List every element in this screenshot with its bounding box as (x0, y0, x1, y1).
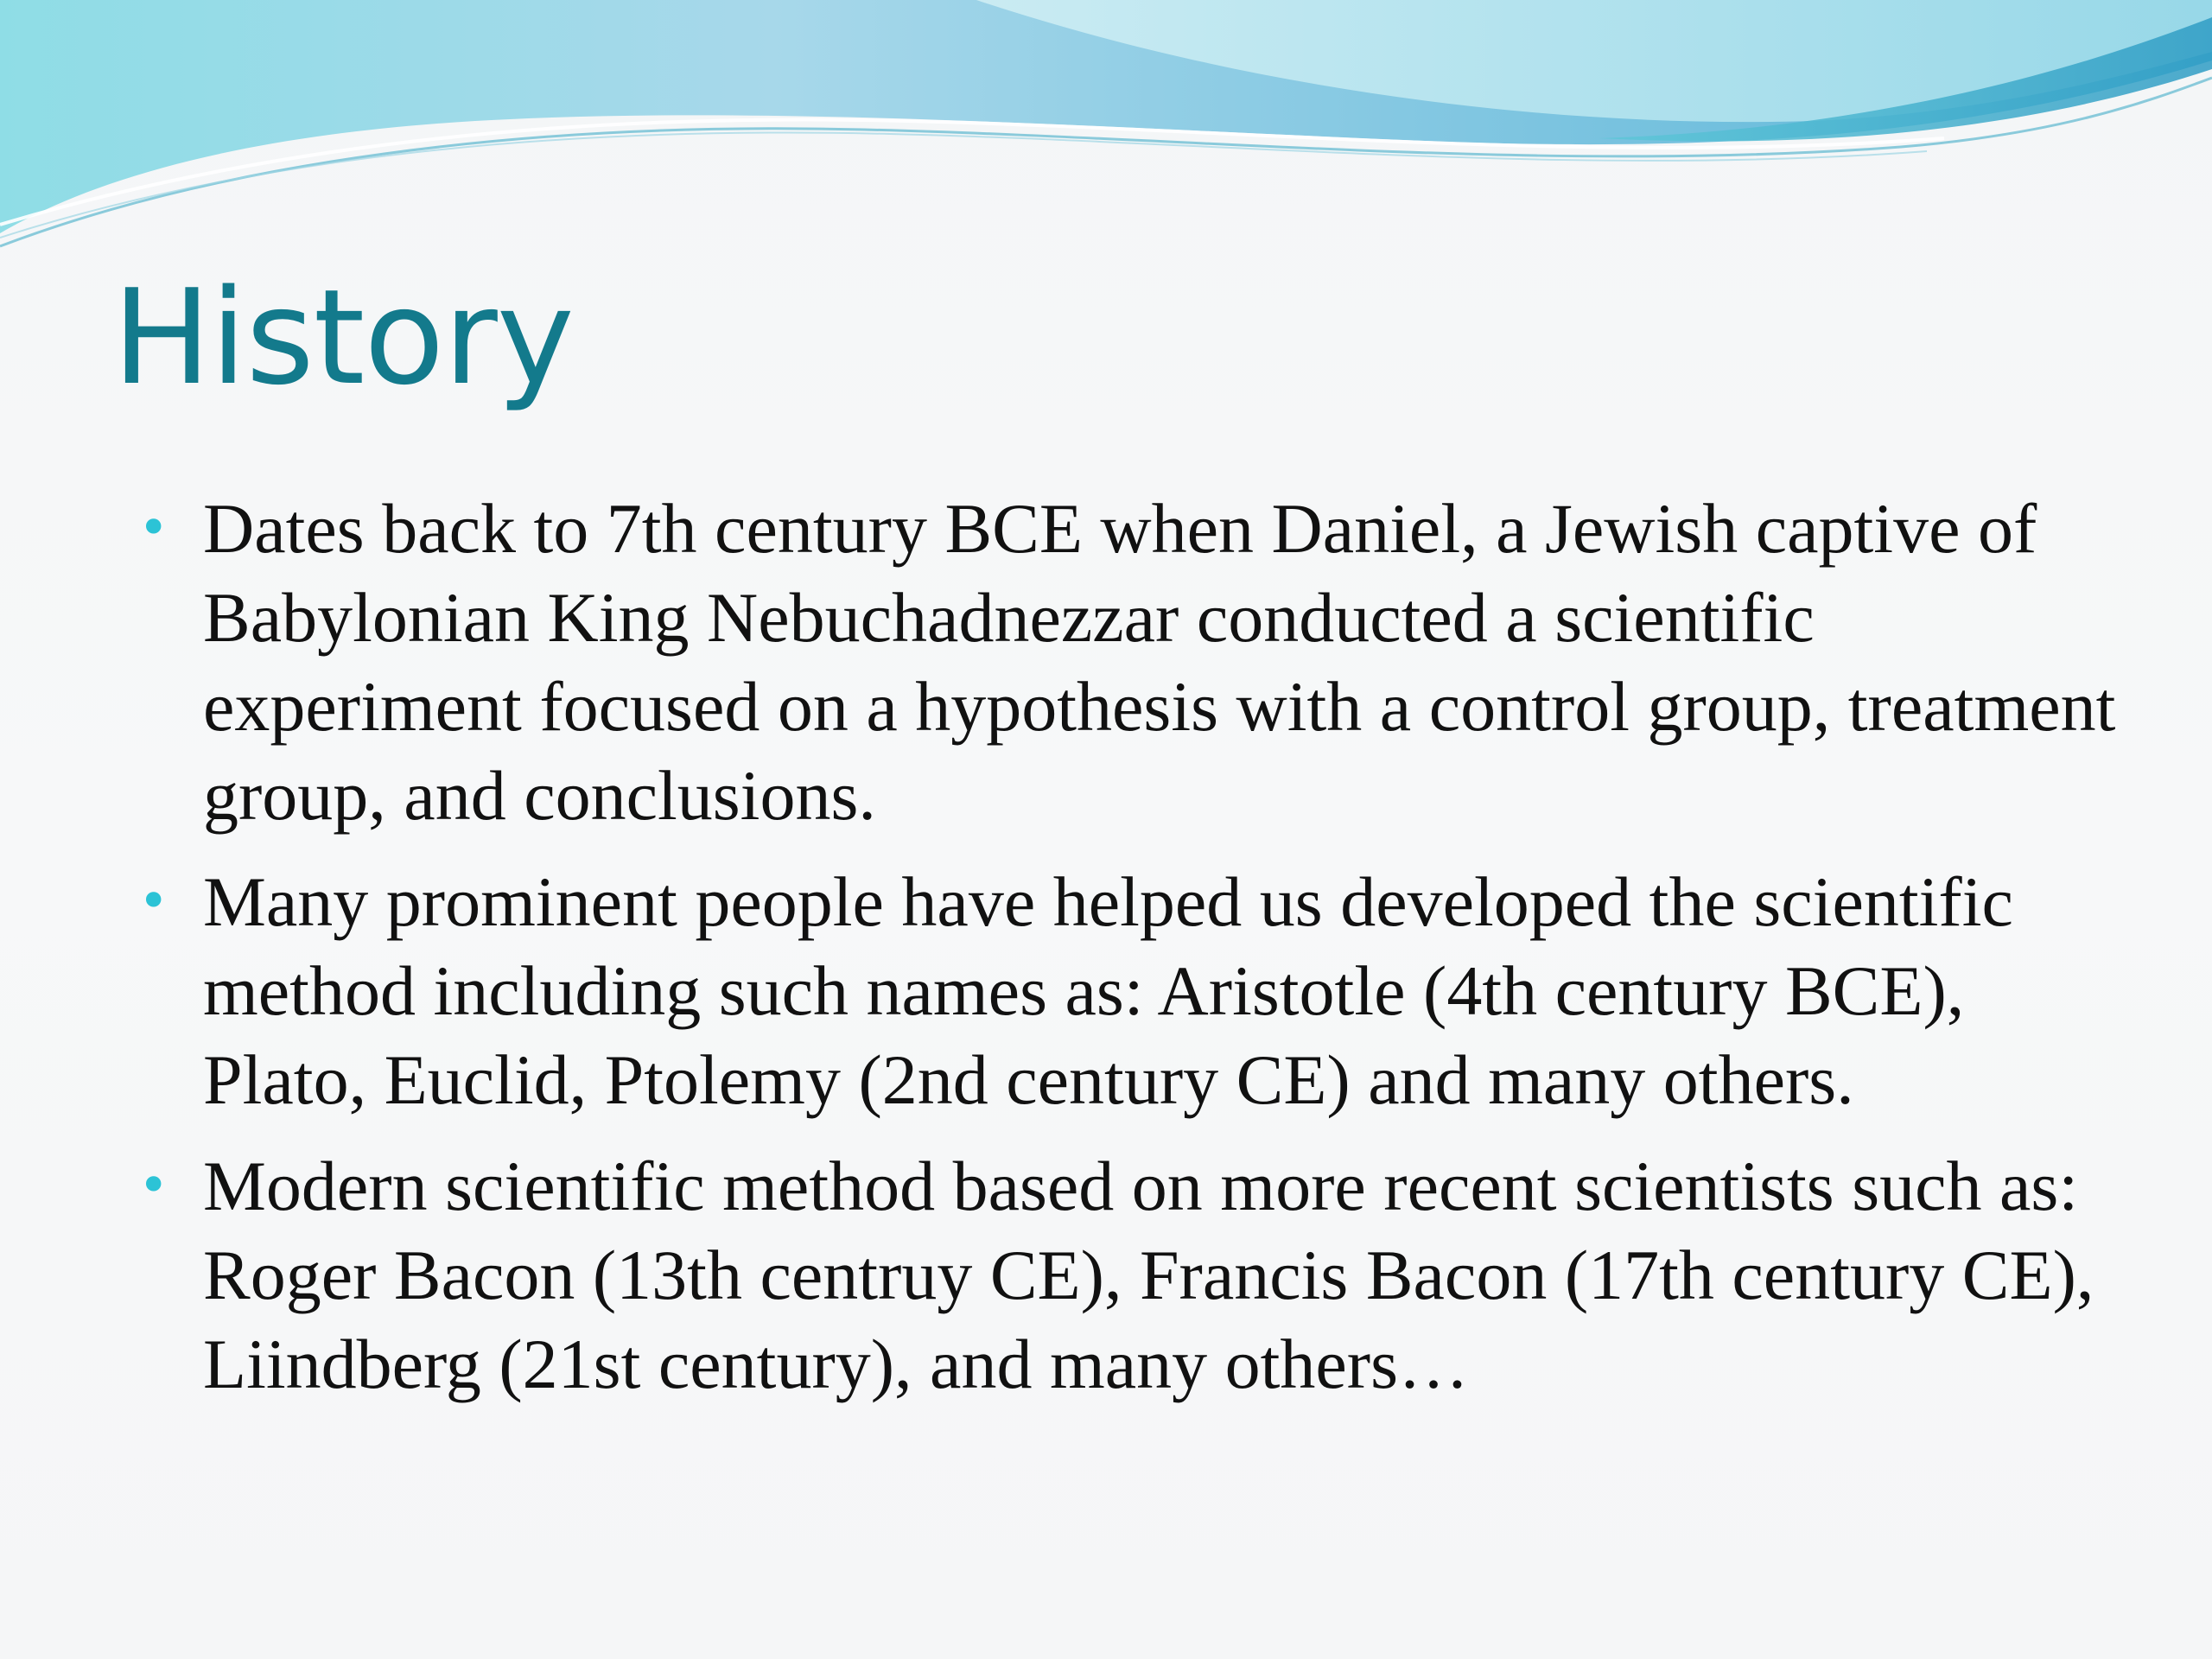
bullet-list (112, 484, 2126, 1426)
bullet-item (112, 857, 2126, 1124)
slide-title: History (112, 261, 574, 414)
bullet-text: Dates back to 7th century BCE when Daniel, a Jewish captive of Babylonian King Nebuchadnezzar conducted a scientific experiment focused on a hypothesis with a control group, treatment group, and conclusions. (203, 489, 2116, 835)
bullet-marker: • (138, 1155, 169, 1216)
bullet-text: Modern scientific method based on more recent scientists such as: Roger Bacon (13th centruy CE), Francis Bacon (17th century CE), Liindberg (21st century), and many others… (203, 1147, 2094, 1403)
bullet-marker: • (138, 871, 169, 931)
bullet-marker: • (138, 498, 169, 558)
bullet-item (112, 1141, 2126, 1408)
decorative-wave-header (0, 0, 2212, 259)
bullet-item (112, 484, 2126, 840)
bullet-text: Many prominent people have helped us developed the scientific method including such names as: Aristotle (4th century BCE), Plato, Euclid, Ptolemy (2nd century CE) and many others. (203, 862, 2013, 1119)
